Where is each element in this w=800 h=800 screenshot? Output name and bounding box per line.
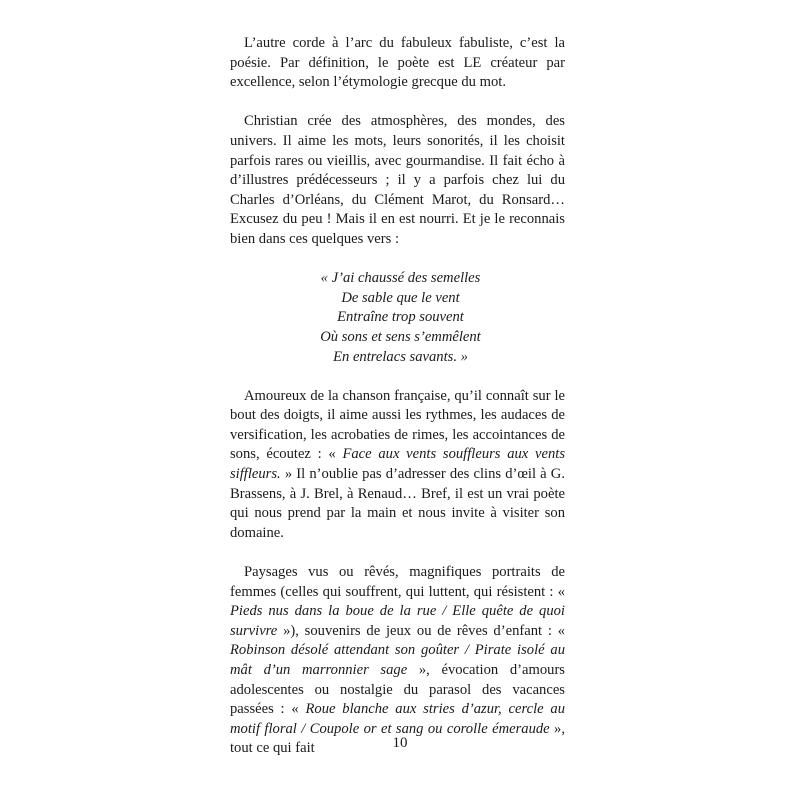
poem-line: « J’ai chaussé des semelles: [320, 270, 481, 287]
poem-line: De sable que le vent: [341, 289, 460, 306]
poem-line: En entrelacs savants. »: [333, 348, 468, 365]
poem-quote: [230, 269, 565, 367]
text-run: »), souvenirs de jeux ou de rêves d’enfant : «: [277, 622, 565, 639]
text-run: Paysages vus ou rêvés, magnifiques portraits de femmes (celles qui souffrent, qui luttent, qui résistent : «: [230, 564, 565, 600]
paragraph-chanson: [230, 387, 565, 544]
paragraph-spacer: [230, 367, 565, 387]
poem-line: Entraîne trop souvent: [337, 309, 464, 326]
poem-line: Où sons et sens s’emmêlent: [320, 328, 481, 345]
text-run: », tout ce qui fait: [230, 720, 565, 757]
body-text: [230, 34, 565, 759]
quote-verse: Face aux vents souffleurs aux vents siffleurs.: [230, 446, 566, 483]
paragraph-paysages: [230, 563, 565, 759]
quote-verse: Robinson désolé attendant son goûter / Pirate isolé au mât d’un marronnier sage: [230, 642, 565, 678]
paragraph-atmospheres: Christian crée des atmosphères, des mondes, des univers. Il aime les mots, leurs sonorités, il les choisit parfois rares ou vieillis, avec gourmandise. Il fait écho à d’illustres prédécesseurs ; il y a parfois chez lui du Charles d’Orléans, du Clément Marot, du Ronsard… Excusez du peu ! Mais il en est nourri. Et je le reconnais bien dans ces quelques vers :: [230, 113, 565, 247]
quote-verse: Pieds nus dans la boue de la rue / Elle quête de quoi survivre: [230, 603, 565, 639]
text-run: », évocation d’amours adolescentes ou nostalgie du parasol des vacances passées : «: [230, 662, 565, 718]
page-number: 10: [392, 735, 408, 751]
text-run: Amoureux de la chanson française, qu’il connaît sur le bout des doigts, il aime aussi les rythmes, les audaces de versification, les acrobaties de rimes, les accointances de sons, écoutez : «: [230, 387, 565, 463]
quote-verse: Roue blanche aux stries d’azur, cercle au motif floral / Coupole or et sang ou corolle émeraude: [230, 701, 565, 737]
paragraph-spacer: [230, 250, 565, 270]
paragraph-spacer: [230, 93, 565, 113]
paragraph-spacer: [230, 543, 565, 563]
paragraph-poetry-intro: L’autre corde à l’arc du fabuleux fabuliste, c’est la poésie. Par définition, le poète est LE créateur par excellence, selon l’étymologie grecque du mot.: [230, 35, 565, 91]
text-run: » Il n’oublie pas d’adresser des clins d’œil à G. Brassens, à J. Brel, à Renaud… Bref, il est un vrai poète qui nous prend par la main et nous invite à visiter son domaine.: [230, 466, 565, 541]
